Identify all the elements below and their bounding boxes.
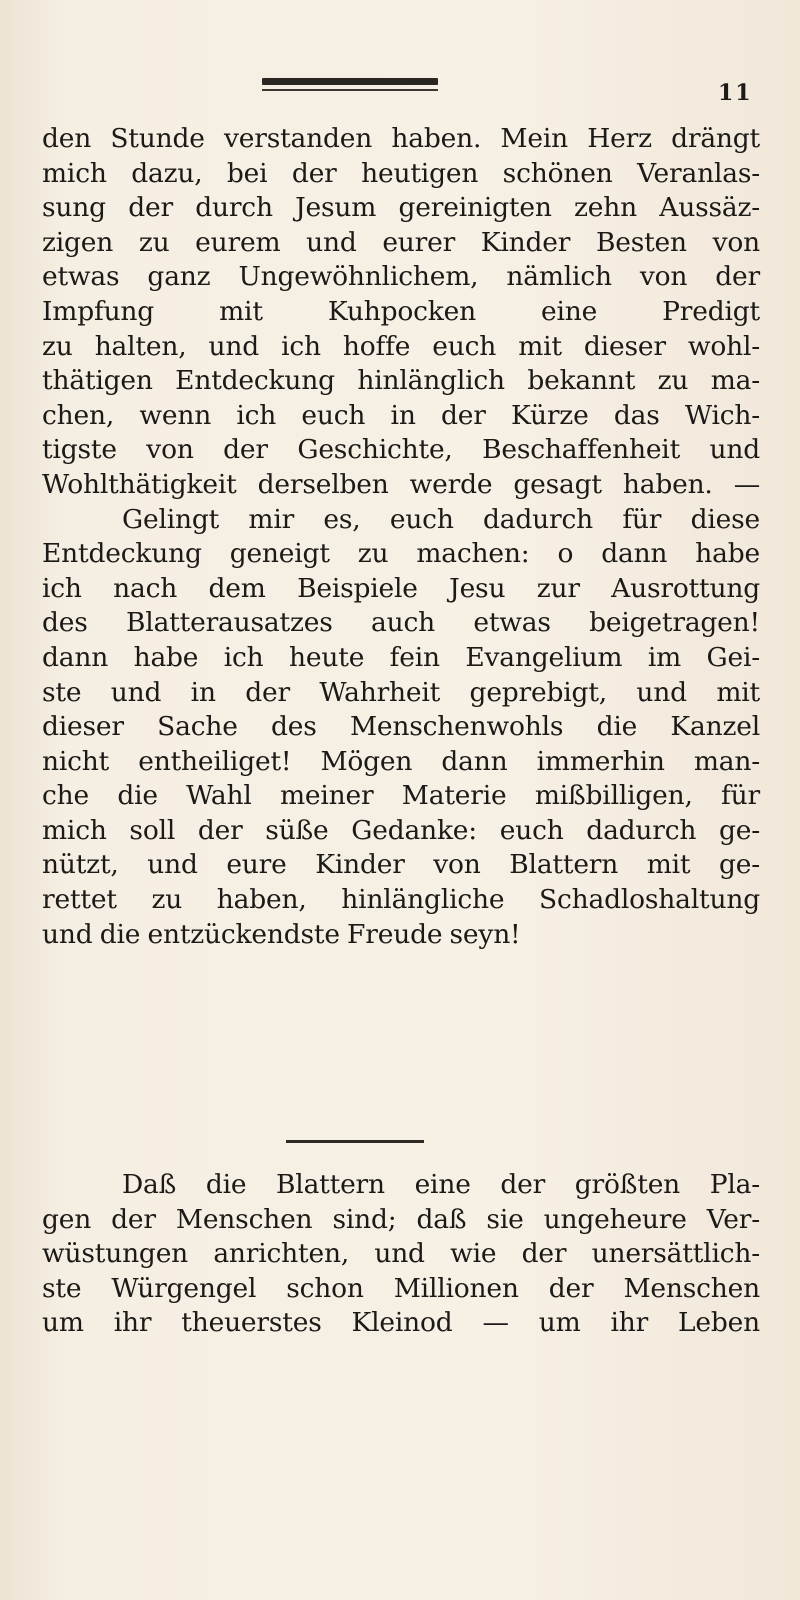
paragraph-2 (42, 1168, 760, 1341)
text-line: zu halten, und ich hoffe euch mit dieser wohl- (42, 330, 760, 362)
text-line: ich nach dem Beispiele Jesu zur Ausrottung (42, 572, 760, 604)
section-divider-rule (286, 1140, 424, 1143)
text-line: um ihr theuerstes Kleinod — um ihr Leben (42, 1307, 760, 1339)
text-line: mich dazu, bei der heutigen schönen Veranlas- (42, 157, 760, 189)
text-line: tigste von der Geschichte, Beschaffenheit und (42, 434, 760, 466)
text-line: dann habe ich heute fein Evangelium im Gei- (42, 641, 760, 673)
text-line: Entdeckung geneigt zu machen: o dann habe (42, 538, 760, 570)
text-line: Daß die Blattern eine der größten Pla- (122, 1169, 760, 1200)
text-line: ste und in der Wahrheit geprebigt, und mit (42, 676, 760, 708)
text-line: sung der durch Jesum gereinigten zehn Aussäz- (42, 192, 760, 224)
text-line: Gelingt mir es, euch dadurch für diese (122, 503, 760, 535)
text-line: che die Wahl meiner Materie mißbilligen, für (42, 780, 760, 812)
text-line: den Stunde verstanden haben. Mein Herz drängt (42, 123, 760, 154)
text-line: etwas ganz Ungewöhnlichem, nämlich von der (42, 261, 760, 293)
text-line: Wohlthätigkeit derselben werde gesagt haben. — (42, 468, 760, 500)
header-ornament-rule-thin (262, 89, 438, 91)
text-line: wüstungen anrichten, und wie der unersättlich- (42, 1238, 760, 1270)
text-line: ste Würgengel schon Millionen der Menschen (42, 1272, 760, 1304)
paragraph-1 (42, 122, 760, 952)
text-line: zigen zu eurem und eurer Kinder Besten von (42, 226, 760, 258)
text-line: mich soll der süße Gedanke: euch dadurch ge- (42, 814, 760, 846)
text-line: chen, wenn ich euch in der Kürze das Wich- (42, 399, 760, 431)
text-line: rettet zu haben, hinlängliche Schadloshaltung (42, 884, 760, 916)
text-line: thätigen Entdeckung hinlänglich bekannt zu ma- (42, 365, 760, 397)
text-line: und die entzückendste Freude seyn! (42, 918, 521, 950)
page-number: 11 (718, 80, 753, 106)
text-line: dieser Sache des Menschenwohls die Kanzel (42, 711, 760, 743)
text-line: nicht entheiliget! Mögen dann immerhin man- (42, 745, 760, 777)
text-line: des Blatterausatzes auch etwas beigetragen! (42, 607, 760, 639)
header-ornament-rule (262, 78, 438, 85)
text-line: nützt, und eure Kinder von Blattern mit ge- (42, 849, 760, 881)
text-line: gen der Menschen sind; daß sie ungeheure Ver- (42, 1203, 760, 1235)
text-line: Impfung mit Kuhpocken eine Predigt (42, 295, 760, 327)
